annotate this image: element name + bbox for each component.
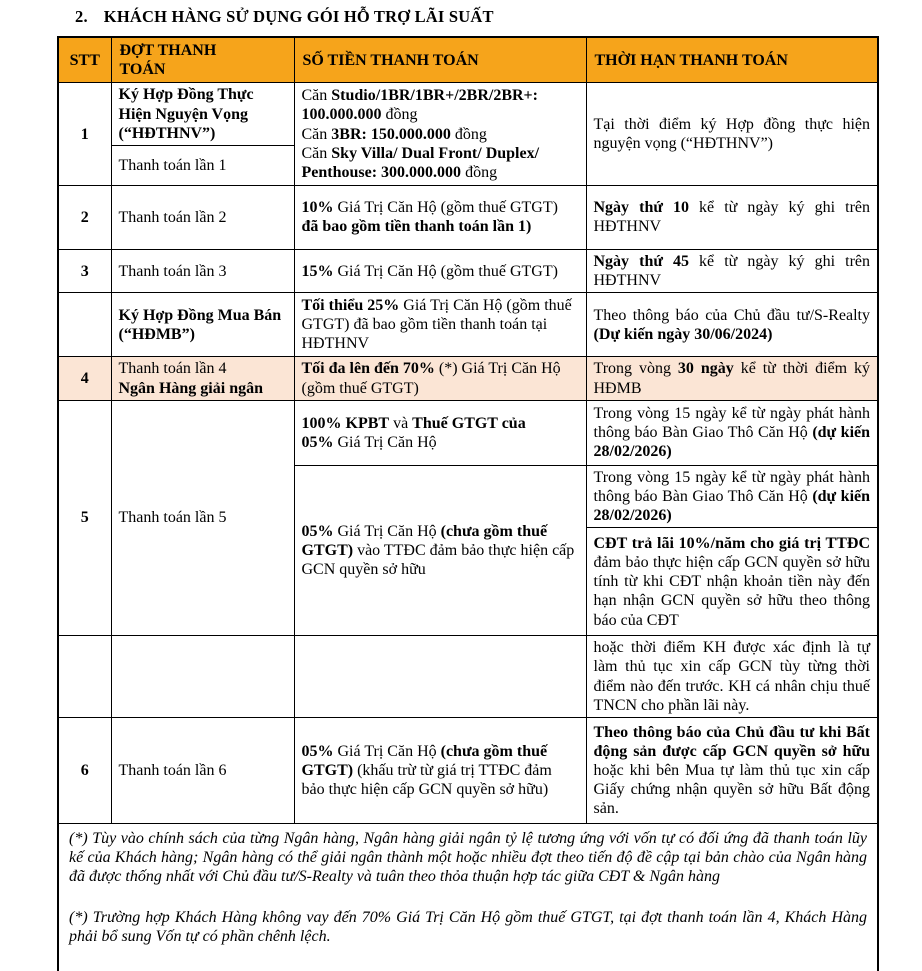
table-row — [58, 293, 878, 357]
row4-stt: 4 — [58, 357, 111, 400]
row5-deadline-kpbt: Trong vòng 15 ngày kể từ ngày phát hành thông báo Bàn Giao Thô Căn Hộ (dự kiến 28/02/2026) — [586, 400, 878, 465]
row5d-stt-empty — [58, 636, 111, 718]
section-number: 2. — [75, 7, 88, 26]
row5d-installment-empty — [111, 636, 294, 718]
table-row — [58, 83, 878, 146]
row4-contract-deadline: Theo thông báo của Chủ đầu tư/S-Realty (Dự kiến ngày 30/06/2024) — [586, 293, 878, 357]
col-header-amount: SỐ TIỀN THANH TOÁN — [294, 37, 586, 83]
row6-installment-name: Thanh toán lần 6 — [111, 718, 294, 824]
row3-amount: 15% Giá Trị Căn Hộ (gồm thuế GTGT) — [294, 249, 586, 292]
row2-amount: 10% Giá Trị Căn Hộ (gồm thuế GTGT) đã bao gồm tiền thanh toán lần 1) — [294, 185, 586, 249]
row6-stt: 6 — [58, 718, 111, 824]
row5-installment-name: Thanh toán lần 5 — [111, 400, 294, 636]
row1-installment-contract: Ký Hợp Đồng Thực Hiện Nguyện Vọng (“HĐTHNV”) — [111, 83, 294, 146]
row2-installment-name: Thanh toán lần 2 — [111, 185, 294, 249]
row5-stt: 5 — [58, 400, 111, 636]
row6-deadline: Theo thông báo của Chủ đầu tư khi Bất động sản được cấp GCN quyền sở hữu hoặc khi bên Mua tự làm thủ tục xin cấp Giấy chứng nhận quyền sở hữu Bất động sản. — [586, 718, 878, 824]
table-row — [58, 718, 878, 824]
row4-installment-contract: Ký Hợp Đồng Mua Bán (“HĐMB”) — [111, 293, 294, 357]
footnote-gap — [69, 887, 867, 908]
row1-stt: 1 — [58, 83, 111, 186]
table-row — [58, 400, 878, 465]
row6-amount: 05% Giá Trị Căn Hộ (chưa gồm thuế GTGT) (khấu trừ từ giá trị TTĐC đảm bảo thực hiện cấp GCN quyền sở hữu) — [294, 718, 586, 824]
table-header-row — [58, 37, 878, 83]
row2-deadline: Ngày thứ 10 kể từ ngày ký ghi trên HĐTHNV — [586, 185, 878, 249]
row5d-amount-empty — [294, 636, 586, 718]
col-header-installment: ĐỢT THANH TOÁN — [111, 37, 294, 83]
row1-installment-name: Thanh toán lần 1 — [111, 145, 294, 185]
row5-deadline-alternative: hoặc thời điểm KH được xác định là tự làm thủ tục xin cấp GCN tùy từng thời điểm nào đến trước. KH cá nhân chịu thuế TNCN cho phần lãi này. — [586, 636, 878, 718]
col-header-deadline: THỜI HẠN THANH TOÁN — [586, 37, 878, 83]
footnotes-cell — [58, 824, 878, 971]
table-row-highlighted — [58, 357, 878, 400]
payment-schedule-table — [57, 36, 879, 971]
footnotes-row — [58, 824, 878, 971]
section-title — [75, 7, 922, 27]
row5-deadline-interest: CĐT trả lãi 10%/năm cho giá trị TTĐC đảm bảo thực hiện cấp GCN quyền sở hữu tính từ khi CĐT nhận khoản tiền này đến hạn nhận GCN quyền sở hữu theo thông báo của CĐT — [586, 528, 878, 636]
table-row — [58, 249, 878, 292]
col-header-stt: STT — [58, 37, 111, 83]
row5-amount-retention: 05% Giá Trị Căn Hộ (chưa gồm thuế GTGT) vào TTĐC đảm bảo thực hiện cấp GCN quyền sở hữu — [294, 465, 586, 636]
footnote-1: (*) Tùy vào chính sách của từng Ngân hàng, Ngân hàng giải ngân tỷ lệ tương ứng với vốn tự có đối ứng đã thanh toán lũy kế của Khách hàng; Ngân hàng có thể giải ngân thành một hoặc nhiều đợt theo tiến độ đề cập tại bản chào của Ngân hàng đã được thống nhất với Chủ đầu tư/S-Realty và tuân theo thỏa thuận hợp tác giữa CĐT & Ngân hàng — [69, 830, 867, 886]
row1-deadline: Tại thời điểm ký Hợp đồng thực hiện nguyện vọng (“HĐTHNV”) — [586, 83, 878, 186]
row4-contract-amount: Tối thiểu 25% Giá Trị Căn Hộ (gồm thuế GTGT) đã bao gồm tiền thanh toán tại HĐTHNV — [294, 293, 586, 357]
footnote-2: (*) Trường hợp Khách Hàng không vay đến 70% Giá Trị Căn Hộ gồm thuế GTGT, tại đợt thanh toán lần 4, Khách Hàng phải bổ sung Vốn tự có phần chênh lệch. — [69, 908, 867, 945]
row5-amount-kpbt: 100% KPBT và Thuế GTGT của 05% Giá Trị Căn Hộ — [294, 400, 586, 465]
row4-amount: Tối đa lên đến 70% (*) Giá Trị Căn Hộ (gồm thuế GTGT) — [294, 357, 586, 400]
row2-stt: 2 — [58, 185, 111, 249]
row3-stt: 3 — [58, 249, 111, 292]
section-title-text: KHÁCH HÀNG SỬ DỤNG GÓI HỖ TRỢ LÃI SUẤT — [103, 7, 494, 26]
table-row — [58, 636, 878, 718]
row4-stt-empty — [58, 293, 111, 357]
row1-amount: Căn Studio/1BR/1BR+/2BR/2BR+: 100.000.000 đồng Căn 3BR: 150.000.000 đồng Căn Sky Villa/ Dual Front/ Duplex/ Penthouse: 300.000.000 đồng — [294, 83, 586, 186]
row4-deadline: Trong vòng 30 ngày kể từ thời điểm ký HĐMB — [586, 357, 878, 400]
table-row — [58, 185, 878, 249]
row4-installment-name: Thanh toán lần 4 Ngân Hàng giải ngân — [111, 357, 294, 400]
row5-deadline-retention: Trong vòng 15 ngày kể từ ngày phát hành thông báo Bàn Giao Thô Căn Hộ (dự kiến 28/02/2026) — [586, 465, 878, 528]
row3-deadline: Ngày thứ 45 kể từ ngày ký ghi trên HĐTHNV — [586, 249, 878, 292]
row3-installment-name: Thanh toán lần 3 — [111, 249, 294, 292]
